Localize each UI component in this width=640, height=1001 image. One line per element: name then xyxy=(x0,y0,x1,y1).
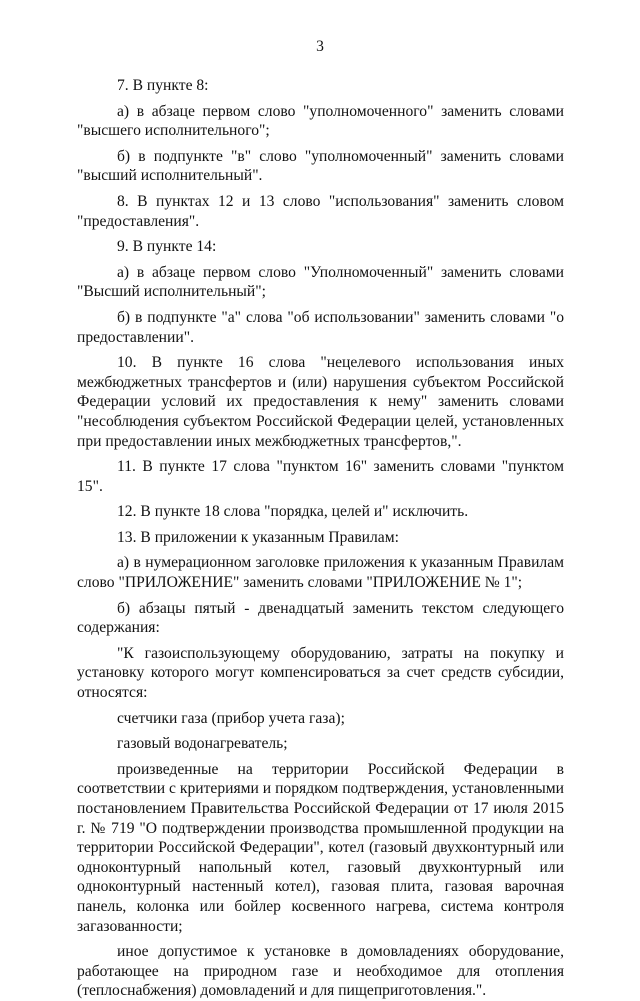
quote-domestic-equipment: произведенные на территории Российской Федерации в соответствии с критериями и порядком подтверждения, установленными постановлением Правительства Российской Федерации от 17 июля 2015 г. № 719 "О подтверждении производства промышленной продукции на территории Российской Федерации", котел (газовый двухконтурный или одноконтурный напольный котел, газовый двухконтурный или одноконтурный настенный котел), газовая плита, газовая варочная панель, колонка или бойлер косвенного нагрева, система контроля загазованности; xyxy=(77,760,564,935)
page-number: 3 xyxy=(316,38,324,55)
item-12: 12. В пункте 18 слова "порядка, целей и" исключить. xyxy=(117,503,469,521)
item-9-heading: 9. В пункте 14: xyxy=(117,238,217,256)
item-13-a: а) в нумерационном заголовке приложения к указанным Правилам слово "ПРИЛОЖЕНИЕ" заменить словами "ПРИЛОЖЕНИЕ № 1"; xyxy=(77,554,564,592)
quote-water-heater: газовый водонагреватель; xyxy=(117,735,288,753)
item-10: 10. В пункте 16 слова "нецелевого использования иных межбюджетных трансфертов и (или) нарушения субъектом Российской Федерации условий их предоставления к нему" заменить словами "несоблюдения субъектом Российской Федерации целей, установленных при предоставлении иных межбюджетных трансфертов,". xyxy=(77,354,564,450)
quote-other-equipment: иное допустимое к установке в домовладениях оборудование, работающее на природном газе и необходимое для отопления (теплоснабжения) домовладений и для пищеприготовления.". xyxy=(77,943,564,1000)
item-13-b: б) абзацы пятый - двенадцатый заменить текстом следующего содержания: xyxy=(77,599,564,637)
item-7-b: б) в подпункте "в" слово "уполномоченный" заменить словами "высший исполнительный". xyxy=(77,147,564,185)
item-11: 11. В пункте 17 слова "пунктом 16" заменить словами "пунктом 15". xyxy=(77,458,564,495)
item-9-a: а) в абзаце первом слово "Уполномоченный" заменить словами "Высший исполнительный"; xyxy=(77,263,564,301)
item-7-heading: 7. В пункте 8: xyxy=(117,77,209,94)
item-7-a: а) в абзаце первом слово "уполномоченного" заменить словами "высшего исполнительного"; xyxy=(77,102,564,140)
quote-gas-meters: счетчики газа (прибор учета газа); xyxy=(117,709,345,727)
item-13-heading: 13. В приложении к указанным Правилам: xyxy=(117,528,399,546)
quote-intro: "К газоиспользующему оборудованию, затраты на покупку и установку которого могут компенсироваться за счет средств субсидии, относятся: xyxy=(77,644,564,702)
document-body xyxy=(77,76,564,1001)
item-8: 8. В пунктах 12 и 13 слово "использования" заменить словом "предоставления". xyxy=(77,192,564,230)
item-9-b: б) в подпункте "а" слова "об использовании" заменить словами "о предоставлении". xyxy=(77,308,564,346)
